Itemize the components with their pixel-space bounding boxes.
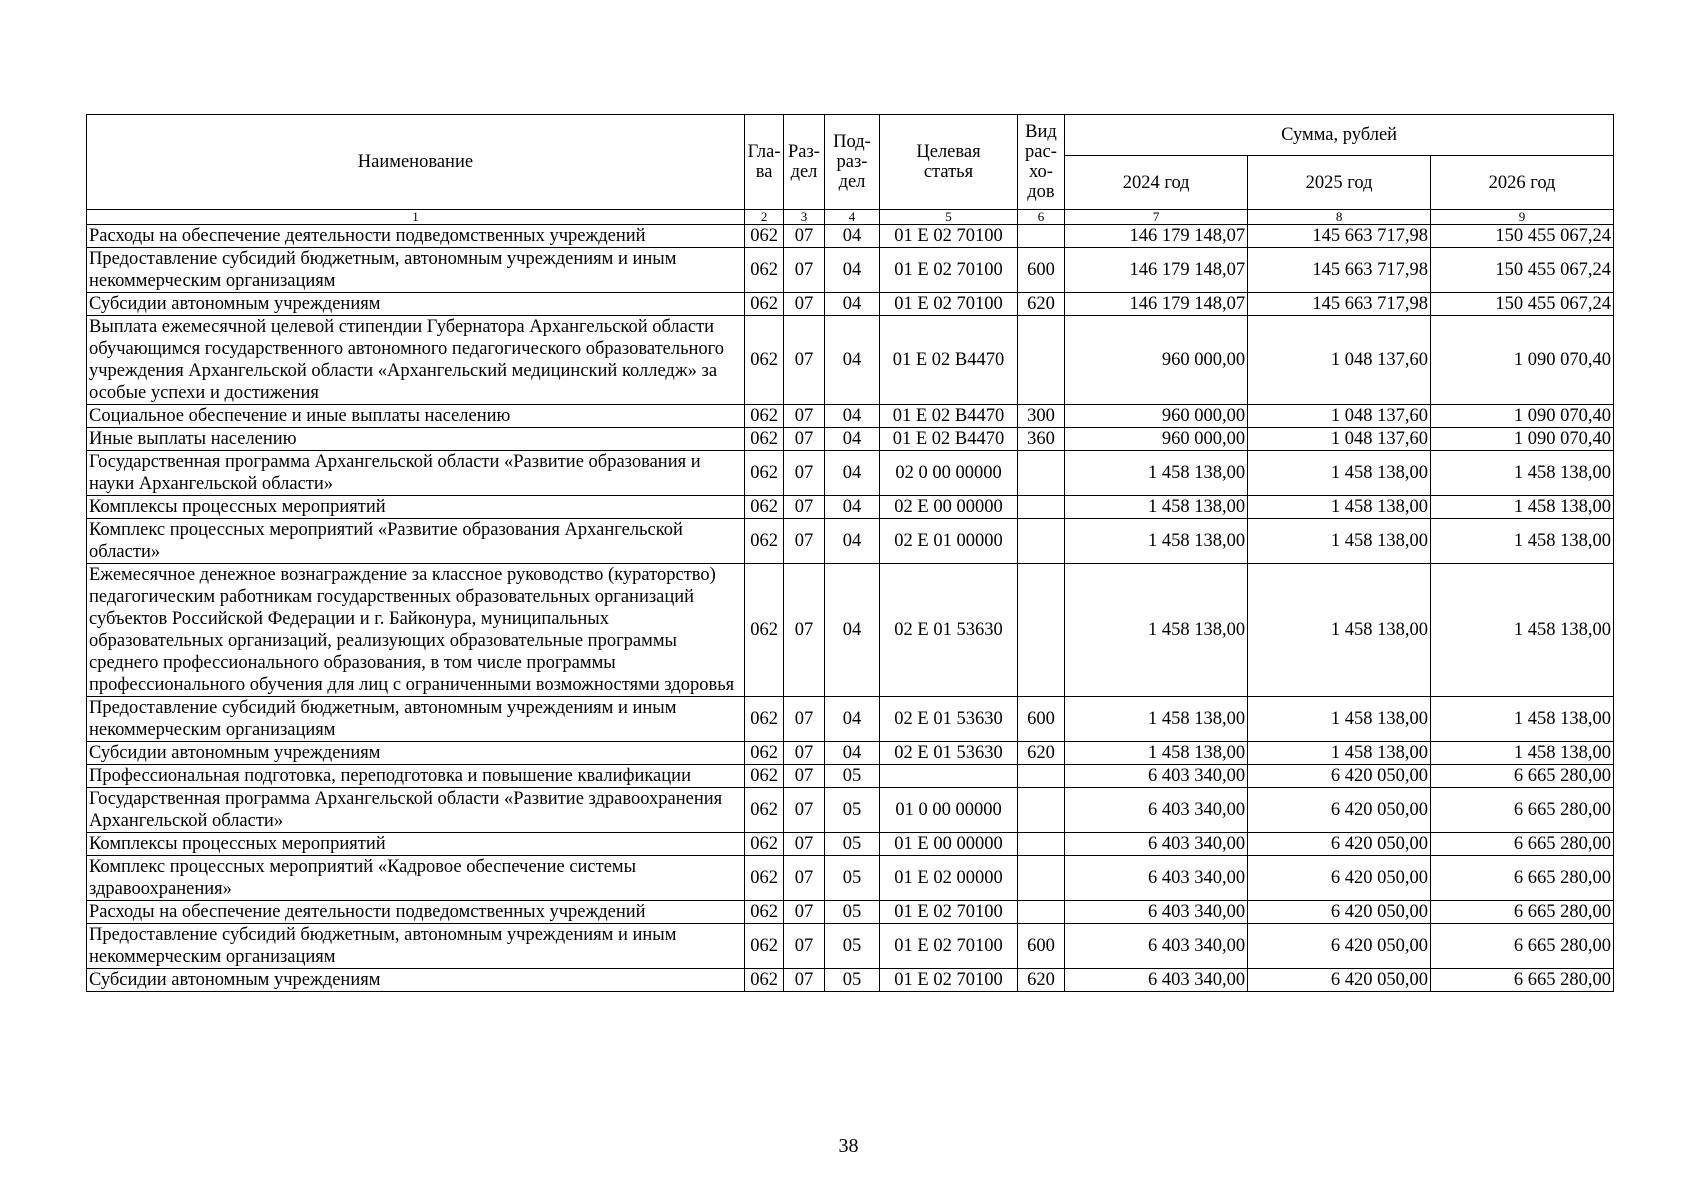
row-sum-2025: 1 458 138,00 [1248, 496, 1431, 519]
table-row [87, 428, 1614, 451]
row-sum-2024: 146 179 148,07 [1065, 248, 1248, 293]
row-celevaya-statya: 01 Е 02 70100 [880, 924, 1017, 969]
row-podrazdel: 04 [824, 405, 880, 428]
row-razdel: 07 [784, 316, 824, 405]
column-number: 7 [1065, 210, 1248, 225]
row-sum-2025: 6 420 050,00 [1248, 969, 1431, 992]
row-glava: 062 [744, 901, 783, 924]
row-sum-2024: 1 458 138,00 [1065, 742, 1248, 765]
row-sum-2025: 145 663 717,98 [1248, 225, 1431, 248]
row-celevaya-statya: 02 Е 00 00000 [880, 496, 1017, 519]
row-vid-rashodov [1017, 496, 1064, 519]
row-sum-2024: 960 000,00 [1065, 428, 1248, 451]
row-sum-2024: 960 000,00 [1065, 316, 1248, 405]
header-year-2026: 2026 год [1431, 156, 1614, 210]
row-sum-2025: 6 420 050,00 [1248, 856, 1431, 901]
table-row [87, 924, 1614, 969]
row-podrazdel: 05 [824, 833, 880, 856]
row-celevaya-statya [880, 765, 1017, 788]
row-podrazdel: 04 [824, 519, 880, 564]
table-row [87, 969, 1614, 992]
row-name: Субсидии автономным учреждениям [87, 969, 745, 992]
row-podrazdel: 04 [824, 248, 880, 293]
row-sum-2026: 1 090 070,40 [1431, 428, 1614, 451]
column-number: 2 [744, 210, 783, 225]
row-podrazdel: 04 [824, 451, 880, 496]
row-sum-2024: 6 403 340,00 [1065, 788, 1248, 833]
row-name: Предоставление субсидий бюджетным, автономным учреждениям и иным некоммерческим организациям [87, 697, 745, 742]
row-glava: 062 [744, 697, 783, 742]
row-name: Субсидии автономным учреждениям [87, 742, 745, 765]
row-vid-rashodov: 600 [1017, 697, 1064, 742]
header-vid-rashodov: Вид рас- хо- дов [1017, 115, 1064, 210]
table-row [87, 225, 1614, 248]
row-vid-rashodov [1017, 564, 1064, 697]
row-vid-rashodov: 620 [1017, 969, 1064, 992]
row-name: Комплексы процессных мероприятий [87, 496, 745, 519]
row-celevaya-statya: 01 Е 02 00000 [880, 856, 1017, 901]
table-row [87, 901, 1614, 924]
row-glava: 062 [744, 225, 783, 248]
row-sum-2026: 1 458 138,00 [1431, 742, 1614, 765]
row-razdel: 07 [784, 496, 824, 519]
row-name: Ежемесячное денежное вознаграждение за классное руководство (кураторство) педагогическим работникам государственных образовательных организаций субъектов Российской Федерации и г. Байконура, муниципальных образовательных организаций, реализующих образовательные программы среднего профессионального образования, в том числе программы профессионального обучения для лиц с ограниченными возможностями здоровья [87, 564, 745, 697]
table-row [87, 833, 1614, 856]
row-sum-2024: 6 403 340,00 [1065, 901, 1248, 924]
row-vid-rashodov: 620 [1017, 293, 1064, 316]
row-glava: 062 [744, 451, 783, 496]
row-razdel: 07 [784, 564, 824, 697]
row-razdel: 07 [784, 428, 824, 451]
header-celevaya-statya: Целевая статья [880, 115, 1017, 210]
row-sum-2025: 6 420 050,00 [1248, 901, 1431, 924]
row-sum-2024: 146 179 148,07 [1065, 293, 1248, 316]
row-sum-2025: 6 420 050,00 [1248, 924, 1431, 969]
row-razdel: 07 [784, 856, 824, 901]
row-sum-2026: 1 458 138,00 [1431, 496, 1614, 519]
row-sum-2024: 6 403 340,00 [1065, 765, 1248, 788]
row-podrazdel: 05 [824, 901, 880, 924]
table-row [87, 765, 1614, 788]
page-number: 38 [838, 1135, 859, 1157]
row-sum-2024: 1 458 138,00 [1065, 519, 1248, 564]
column-number: 9 [1431, 210, 1614, 225]
row-podrazdel: 04 [824, 697, 880, 742]
row-sum-2025: 1 458 138,00 [1248, 742, 1431, 765]
row-sum-2026: 1 458 138,00 [1431, 564, 1614, 697]
row-razdel: 07 [784, 901, 824, 924]
row-podrazdel: 05 [824, 765, 880, 788]
row-vid-rashodov: 600 [1017, 924, 1064, 969]
header-podrazdel: Под- раз- дел [824, 115, 880, 210]
row-sum-2026: 6 665 280,00 [1431, 969, 1614, 992]
row-sum-2024: 1 458 138,00 [1065, 451, 1248, 496]
row-vid-rashodov: 620 [1017, 742, 1064, 765]
row-name: Социальное обеспечение и иные выплаты населению [87, 405, 745, 428]
row-glava: 062 [744, 765, 783, 788]
row-razdel: 07 [784, 405, 824, 428]
row-glava: 062 [744, 742, 783, 765]
row-sum-2025: 1 048 137,60 [1248, 428, 1431, 451]
table-row [87, 496, 1614, 519]
row-glava: 062 [744, 248, 783, 293]
row-podrazdel: 05 [824, 924, 880, 969]
row-sum-2026: 150 455 067,24 [1431, 225, 1614, 248]
row-podrazdel: 04 [824, 225, 880, 248]
table-row [87, 788, 1614, 833]
row-sum-2024: 6 403 340,00 [1065, 856, 1248, 901]
row-glava: 062 [744, 788, 783, 833]
row-sum-2026: 1 458 138,00 [1431, 519, 1614, 564]
row-podrazdel: 04 [824, 428, 880, 451]
row-sum-2025: 1 458 138,00 [1248, 451, 1431, 496]
row-razdel: 07 [784, 248, 824, 293]
row-celevaya-statya: 01 0 00 00000 [880, 788, 1017, 833]
row-name: Предоставление субсидий бюджетным, автономным учреждениям и иным некоммерческим организациям [87, 248, 745, 293]
row-sum-2026: 1 090 070,40 [1431, 405, 1614, 428]
row-razdel: 07 [784, 765, 824, 788]
row-vid-rashodov [1017, 765, 1064, 788]
row-name: Комплексы процессных мероприятий [87, 833, 745, 856]
row-podrazdel: 04 [824, 316, 880, 405]
column-number: 3 [784, 210, 824, 225]
header-row [87, 115, 1614, 156]
column-number-row [87, 210, 1614, 225]
row-sum-2024: 1 458 138,00 [1065, 496, 1248, 519]
table-row [87, 519, 1614, 564]
row-podrazdel: 05 [824, 788, 880, 833]
table-row [87, 248, 1614, 293]
column-number: 4 [824, 210, 880, 225]
row-sum-2026: 150 455 067,24 [1431, 293, 1614, 316]
row-sum-2024: 6 403 340,00 [1065, 924, 1248, 969]
row-glava: 062 [744, 564, 783, 697]
row-celevaya-statya: 01 Е 02 70100 [880, 293, 1017, 316]
row-vid-rashodov [1017, 901, 1064, 924]
header-razdel: Раз- дел [784, 115, 824, 210]
row-podrazdel: 04 [824, 293, 880, 316]
row-sum-2024: 1 458 138,00 [1065, 564, 1248, 697]
row-podrazdel: 04 [824, 496, 880, 519]
row-podrazdel: 04 [824, 564, 880, 697]
row-sum-2026: 6 665 280,00 [1431, 833, 1614, 856]
table-row [87, 316, 1614, 405]
row-glava: 062 [744, 496, 783, 519]
row-sum-2025: 6 420 050,00 [1248, 765, 1431, 788]
row-razdel: 07 [784, 293, 824, 316]
row-sum-2025: 1 048 137,60 [1248, 316, 1431, 405]
row-razdel: 07 [784, 924, 824, 969]
table-row [87, 405, 1614, 428]
row-sum-2024: 146 179 148,07 [1065, 225, 1248, 248]
table-body [87, 225, 1614, 992]
row-sum-2026: 150 455 067,24 [1431, 248, 1614, 293]
row-vid-rashodov [1017, 316, 1064, 405]
column-number: 1 [87, 210, 745, 225]
row-celevaya-statya: 01 Е 02 70100 [880, 225, 1017, 248]
row-name: Выплата ежемесячной целевой стипендии Губернатора Архангельской области обучающимся государственного автономного педагогического образовательного учреждения Архангельской области «Архангельский медицинский колледж» за особые успехи и достижения [87, 316, 745, 405]
row-sum-2025: 1 458 138,00 [1248, 564, 1431, 697]
row-celevaya-statya: 02 0 00 00000 [880, 451, 1017, 496]
row-sum-2025: 1 048 137,60 [1248, 405, 1431, 428]
row-name: Профессиональная подготовка, переподготовка и повышение квалификации [87, 765, 745, 788]
row-sum-2026: 6 665 280,00 [1431, 901, 1614, 924]
row-glava: 062 [744, 833, 783, 856]
header-summa: Сумма, рублей [1065, 115, 1614, 156]
row-glava: 062 [744, 428, 783, 451]
row-vid-rashodov [1017, 451, 1064, 496]
row-sum-2026: 6 665 280,00 [1431, 765, 1614, 788]
row-podrazdel: 04 [824, 742, 880, 765]
column-number: 6 [1017, 210, 1064, 225]
table-row [87, 697, 1614, 742]
row-vid-rashodov [1017, 519, 1064, 564]
row-razdel: 07 [784, 969, 824, 992]
row-sum-2026: 6 665 280,00 [1431, 788, 1614, 833]
row-name: Субсидии автономным учреждениям [87, 293, 745, 316]
row-vid-rashodov: 360 [1017, 428, 1064, 451]
row-vid-rashodov [1017, 856, 1064, 901]
row-name: Расходы на обеспечение деятельности подведомственных учреждений [87, 225, 745, 248]
row-celevaya-statya: 02 Е 01 53630 [880, 697, 1017, 742]
row-glava: 062 [744, 969, 783, 992]
row-celevaya-statya: 01 Е 02 70100 [880, 969, 1017, 992]
table-row [87, 742, 1614, 765]
row-celevaya-statya: 02 Е 01 00000 [880, 519, 1017, 564]
table-row [87, 451, 1614, 496]
row-razdel: 07 [784, 788, 824, 833]
row-glava: 062 [744, 293, 783, 316]
row-vid-rashodov: 600 [1017, 248, 1064, 293]
table-row [87, 856, 1614, 901]
row-name: Расходы на обеспечение деятельности подведомственных учреждений [87, 901, 745, 924]
table-row [87, 293, 1614, 316]
row-sum-2026: 1 090 070,40 [1431, 316, 1614, 405]
row-razdel: 07 [784, 225, 824, 248]
row-sum-2025: 145 663 717,98 [1248, 248, 1431, 293]
row-celevaya-statya: 01 Е 02 В4470 [880, 316, 1017, 405]
header-name: Наименование [87, 115, 745, 210]
row-vid-rashodov [1017, 225, 1064, 248]
row-celevaya-statya: 01 Е 02 70100 [880, 901, 1017, 924]
row-sum-2024: 1 458 138,00 [1065, 697, 1248, 742]
row-vid-rashodov [1017, 788, 1064, 833]
row-celevaya-statya: 02 Е 01 53630 [880, 742, 1017, 765]
row-glava: 062 [744, 856, 783, 901]
header-year-2025: 2025 год [1248, 156, 1431, 210]
column-number: 8 [1248, 210, 1431, 225]
row-razdel: 07 [784, 519, 824, 564]
row-glava: 062 [744, 924, 783, 969]
row-glava: 062 [744, 405, 783, 428]
row-celevaya-statya: 02 Е 01 53630 [880, 564, 1017, 697]
row-sum-2026: 1 458 138,00 [1431, 451, 1614, 496]
row-sum-2025: 6 420 050,00 [1248, 833, 1431, 856]
row-sum-2026: 6 665 280,00 [1431, 924, 1614, 969]
row-name: Иные выплаты населению [87, 428, 745, 451]
row-sum-2026: 1 458 138,00 [1431, 697, 1614, 742]
row-glava: 062 [744, 519, 783, 564]
budget-table [86, 114, 1614, 992]
row-sum-2024: 6 403 340,00 [1065, 833, 1248, 856]
row-razdel: 07 [784, 451, 824, 496]
row-name: Комплекс процессных мероприятий «Кадровое обеспечение системы здравоохранения» [87, 856, 745, 901]
row-glava: 062 [744, 316, 783, 405]
row-razdel: 07 [784, 742, 824, 765]
row-sum-2025: 1 458 138,00 [1248, 697, 1431, 742]
row-sum-2026: 6 665 280,00 [1431, 856, 1614, 901]
row-celevaya-statya: 01 Е 02 В4470 [880, 405, 1017, 428]
header-glava: Гла- ва [744, 115, 783, 210]
row-celevaya-statya: 01 Е 00 00000 [880, 833, 1017, 856]
row-podrazdel: 05 [824, 856, 880, 901]
row-celevaya-statya: 01 Е 02 В4470 [880, 428, 1017, 451]
row-podrazdel: 05 [824, 969, 880, 992]
row-name: Комплекс процессных мероприятий «Развитие образования Архангельской области» [87, 519, 745, 564]
row-sum-2024: 960 000,00 [1065, 405, 1248, 428]
header-year-2024: 2024 год [1065, 156, 1248, 210]
row-celevaya-statya: 01 Е 02 70100 [880, 248, 1017, 293]
row-sum-2025: 6 420 050,00 [1248, 788, 1431, 833]
row-vid-rashodov: 300 [1017, 405, 1064, 428]
row-name: Государственная программа Архангельской области «Развитие образования и науки Архангельской области» [87, 451, 745, 496]
column-number: 5 [880, 210, 1017, 225]
row-vid-rashodov [1017, 833, 1064, 856]
table-row [87, 564, 1614, 697]
row-name: Предоставление субсидий бюджетным, автономным учреждениям и иным некоммерческим организациям [87, 924, 745, 969]
row-sum-2025: 1 458 138,00 [1248, 519, 1431, 564]
row-razdel: 07 [784, 833, 824, 856]
row-name: Государственная программа Архангельской области «Развитие здравоохранения Архангельской области» [87, 788, 745, 833]
row-razdel: 07 [784, 697, 824, 742]
row-sum-2025: 145 663 717,98 [1248, 293, 1431, 316]
row-sum-2024: 6 403 340,00 [1065, 969, 1248, 992]
